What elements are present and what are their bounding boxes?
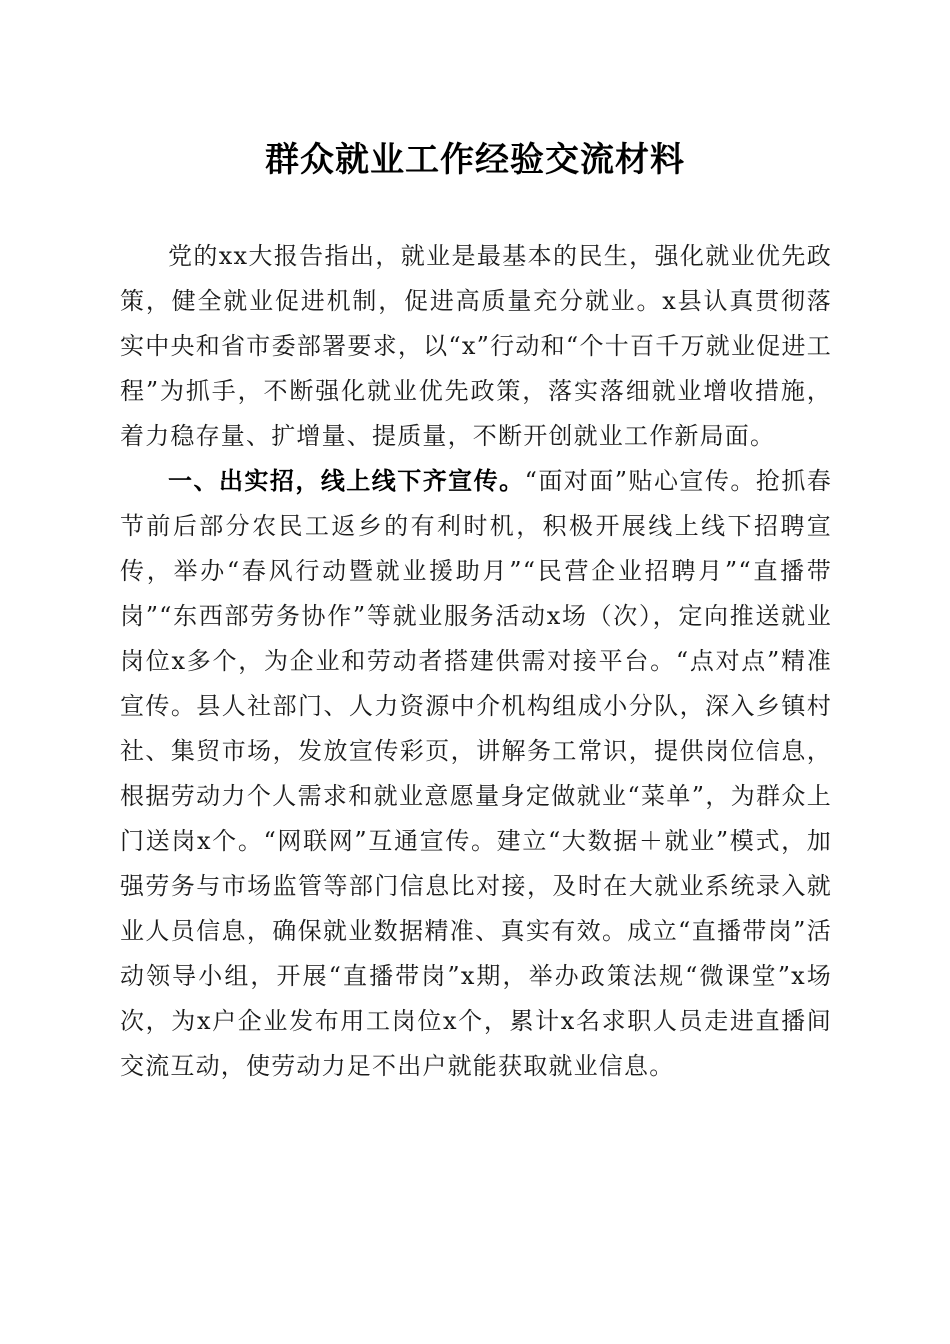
intro-paragraph: 党的xx大报告指出，就业是最基本的民生，强化就业优先政策，健全就业促进机制，促进高质量充分就业。x县认真贯彻落实中央和省市委部署要求，以“x”行动和“个十百千万就业促进工程”为抓手，不断强化就业优先政策，落实落细就业增收措施，着力稳存量、扩增量、提质量，不断开创就业工作新局面。 xyxy=(120,242,832,450)
section-1-body: “面对面”贴心宣传。抢抓春节前后部分农民工返乡的有利时机，积极开展线上线下招聘宣传，举办“春风行动暨就业援助月”“民营企业招聘月”“直播带岗”“东西部劳务协作”等就业服务活动x场（次），定向推送就业岗位x多个，为企业和劳动者搭建供需对接平台。“点对点”精准宣传。县人社部门、人力资源中介机构组成小分队，深入乡镇村社、集贸市场，发放宣传彩页，讲解务工常识，提供岗位信息，根据劳动力个人需求和就业意愿量身定做就业“菜单”，为群众上门送岗x个。“网联网”互通宣传。建立“大数据＋就业”模式，加强劳务与市场监管等部门信息比对接，及时在大就业系统录入就业人员信息，确保就业数据精准、真实有效。成立“直播带岗”活动领导小组，开展“直播带岗”x期，举办政策法规“微课堂”x场次，为x户企业发布用工岗位x个，累计x名求职人员走进直播间交流互动，使劳动力足不出户就能获取就业信息。 xyxy=(120,467,832,1080)
section-1-paragraph xyxy=(120,459,832,1089)
document-body xyxy=(120,234,832,1089)
document-title: 群众就业工作经验交流材料 xyxy=(265,140,685,180)
section-1-heading: 一、出实招，线上线下齐宣传。 xyxy=(168,467,525,495)
